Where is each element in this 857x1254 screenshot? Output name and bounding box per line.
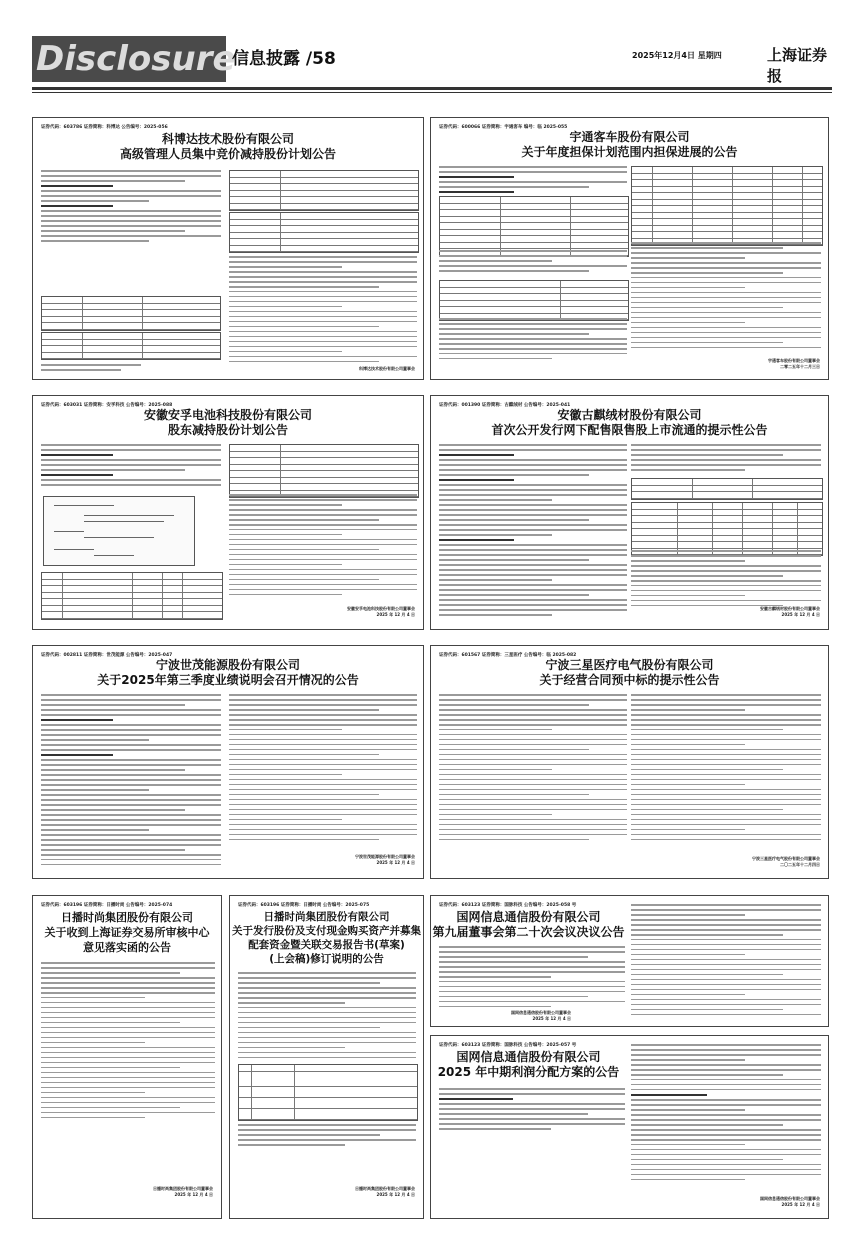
notice-body-end <box>238 1124 416 1149</box>
notice-body <box>41 962 215 1122</box>
notice-signoff: 日播时尚集团股份有限公司董事会 2025 年 12 月 4 日 <box>355 1186 415 1197</box>
notice-title-line: 安徽安孚电池科技股份有限公司 <box>143 408 312 422</box>
holder-table-2 <box>41 332 221 360</box>
notice-title-line: 国网信息通信股份有限公司 <box>456 1050 601 1064</box>
notice-body-right <box>229 694 417 844</box>
notice-kebo <box>32 117 424 380</box>
notice-body-left-2 <box>439 250 627 275</box>
notice-title-line: 意见落实函的公告 <box>83 941 171 954</box>
guarantee-table <box>439 196 629 257</box>
notice-body-left <box>41 694 221 869</box>
holder-table <box>41 296 221 331</box>
notice-ribo-revision <box>229 895 424 1219</box>
masthead-rule-thin <box>32 92 832 93</box>
masthead-rule <box>32 87 832 90</box>
notice-anfu <box>32 395 424 630</box>
plan-table-2 <box>229 212 419 253</box>
subsidiary-table <box>631 166 823 246</box>
notice-code-line: 证券代码：600066 证券简称：宇通客车 编号：临 2025-055 <box>439 125 568 130</box>
notice-title-line: 宁波三星医疗电气股份有限公司 <box>545 658 714 672</box>
notice-title-line: 第九届董事会第二十次会议决议公告 <box>432 925 625 939</box>
notice-title-line: 首次公开发行网下配售限售股上市流通的提示性公告 <box>491 423 768 437</box>
notice-signoff: 安徽古麒绒材股份有限公司董事会 2025 年 12 月 4 日 <box>760 606 820 617</box>
notice-signoff: 日播时尚集团股份有限公司董事会 2025 年 12 月 4 日 <box>153 1186 213 1197</box>
notice-title-line: 关于2025年第三季度业绩说明会召开情况的公告 <box>97 673 359 687</box>
notice-code-line: 证券代码：603031 证券简称：安孚科技 公告编号：2025-088 <box>41 403 173 408</box>
notice-code-line: 证券代码：603123 证券简称：国脉科技 公告编号：2025-058 号 <box>439 903 577 908</box>
handwritten-table-image <box>43 496 195 566</box>
plan-table <box>229 170 419 211</box>
notice-body-left <box>439 444 627 619</box>
notice-body-left <box>439 694 627 844</box>
notice-body-right-top <box>631 444 821 474</box>
notice-code-line: 证券代码：603196 证券简称：日播时尚 公告编号：2025-074 <box>41 903 173 908</box>
notice-title-line: 国网信息通信股份有限公司 <box>456 910 601 924</box>
notice-title-line: 关于收到上海证券交易所审核中心 <box>44 926 210 939</box>
notice-shimao <box>32 645 424 879</box>
notice-title-line: 宁波世茂能源股份有限公司 <box>155 658 300 672</box>
notice-body-right <box>229 494 417 599</box>
notice-signoff: 宁波三星医疗电气股份有限公司董事会 二〇二五年十二月四日 <box>752 856 820 867</box>
notice-guowang-dividend <box>430 1035 829 1219</box>
notice-title-line: 日播时尚集团股份有限公司 <box>263 911 390 923</box>
notice-ribo-review <box>32 895 222 1219</box>
notice-signoff: 国网信息通信股份有限公司董事会 2025 年 12 月 4 日 <box>511 1010 571 1021</box>
notice-title-line: 科博达技术股份有限公司 <box>161 132 294 146</box>
notice-signoff: 安徽安孚电池科技股份有限公司董事会 2025 年 12 月 4 日 <box>347 606 415 617</box>
notice-code-line: 证券代码：603123 证券简称：国脉科技 公告编号：2025-057 号 <box>439 1043 577 1048</box>
revision-table <box>238 1064 418 1121</box>
notice-body-right <box>229 256 417 366</box>
notice-title-line: 宇通客车股份有限公司 <box>569 130 690 144</box>
notice-signoff: 宇通客车股份有限公司董事会 二零二五年十二月三日 <box>768 358 820 369</box>
notice-yutong <box>430 117 829 380</box>
notice-sanxing <box>430 645 829 879</box>
notice-code-line: 证券代码：601567 证券简称：三星医疗 公告编号：临 2025-082 <box>439 653 577 658</box>
notice-title-line: 高级管理人员集中竞价减持股份计划公告 <box>119 147 336 161</box>
share-structure-table <box>631 502 823 556</box>
notice-title-line: 安徽古麒绒材股份有限公司 <box>557 408 702 422</box>
section-title: 信息披露 /58 <box>232 49 336 69</box>
notice-body-right <box>631 694 821 844</box>
notice-body-left <box>439 166 627 196</box>
notice-guqi <box>430 395 829 630</box>
notice-title-line: 股东减持股份计划公告 <box>167 423 288 437</box>
notice-code-line: 证券代码：001390 证券简称：古麒绒材 公告编号：2025-041 <box>439 403 571 408</box>
notice-code-line: 证券代码：603786 证券简称：科博达 公告编号：2025-056 <box>41 125 168 130</box>
notice-title-line: 配套资金暨关联交易报告书(草案) <box>248 939 405 951</box>
notice-body-left <box>439 946 625 1011</box>
disclosure-logo: Disclosure <box>32 36 226 82</box>
notice-code-line: 证券代码：002811 证券简称：世茂能源 公告编号：2025-047 <box>41 653 173 658</box>
notice-body-left <box>41 170 221 245</box>
notice-body-left <box>439 1088 625 1133</box>
notice-body-right <box>631 242 821 352</box>
notice-body-left-end <box>41 364 141 374</box>
issue-date: 2025年12月4日 星期四 <box>632 51 722 60</box>
lockup-table <box>631 478 823 500</box>
notice-title-line: 关于经营合同预中标的提示性公告 <box>539 673 720 687</box>
notice-body-right <box>631 1044 821 1184</box>
notice-body-right <box>631 904 821 1019</box>
finance-table <box>439 280 629 321</box>
notice-title-line: 关于发行股份及支付现金购买资产并募集 <box>232 925 421 937</box>
notice-title-line: 关于年度担保计划范围内担保进展的公告 <box>521 145 738 159</box>
plan-table <box>229 444 419 498</box>
notice-body-left <box>41 444 221 489</box>
notice-signoff: 科博达技术股份有限公司董事会 <box>359 366 415 371</box>
notice-title-line: 2025 年中期利润分配方案的公告 <box>437 1065 620 1079</box>
notice-signoff: 宁波世茂能源股份有限公司董事会 2025 年 12 月 4 日 <box>355 854 415 865</box>
notice-title-line: 日播时尚集团股份有限公司 <box>61 911 193 924</box>
notice-code-line: 证券代码：603196 证券简称：日播时尚 公告编号：2025-075 <box>238 903 370 908</box>
notice-body-right <box>631 550 821 610</box>
masthead <box>32 36 832 86</box>
notice-signoff: 国网信息通信股份有限公司董事会 2025 年 12 月 4 日 <box>760 1196 820 1207</box>
newspaper-name: 上海证券报 <box>767 46 828 85</box>
notice-body <box>238 972 416 1062</box>
notice-body-left-3 <box>439 318 627 363</box>
holding-table <box>41 572 223 620</box>
notice-title-line: (上会稿)修订说明的公告 <box>269 953 384 965</box>
notice-guowang-board <box>430 895 829 1027</box>
